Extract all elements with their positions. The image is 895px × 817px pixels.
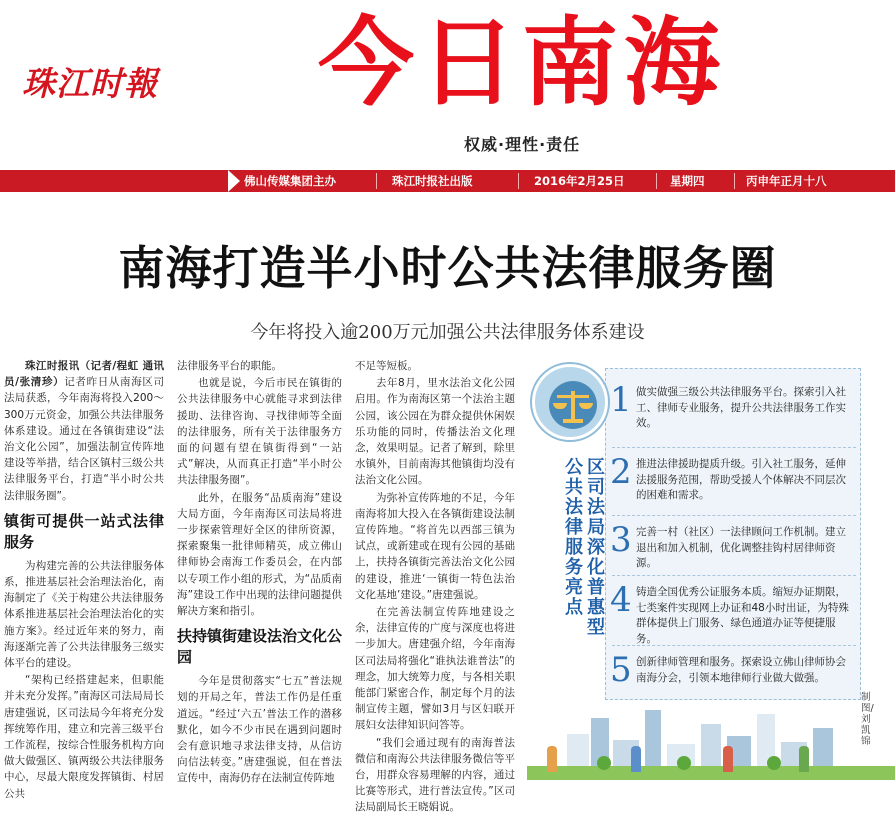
sidebar-infographic	[527, 362, 895, 780]
item-divider	[612, 447, 856, 448]
sidebar-title-vertical-right: 公共法律服务亮点	[565, 457, 583, 618]
item-text: 创新律师管理和服务。探索设立佛山律师协会南海分会，引领本地律师行业做大做强。	[636, 656, 846, 684]
strip-divider	[734, 173, 735, 189]
strip-date: 2016年2月25日	[534, 174, 625, 188]
scales-of-justice-icon	[532, 364, 608, 440]
item-divider	[612, 575, 856, 576]
byline: 珠江时报讯（记者/程虹 通讯员/张清珍）	[4, 360, 164, 389]
arrow-triangle-icon	[228, 170, 240, 192]
sidebar-panel	[605, 368, 861, 700]
strip-divider	[518, 173, 519, 189]
item-number: 2	[610, 452, 632, 492]
paragraph: 记者昨日从南海区司法局获悉，今年南海将投入200～300万元资金，加强公共法律服务体系建设。通过在各镇街建设“法治文化公园”，加强法制宣传阵地建设等举措，结合区镇村三级公共法律服务平台，打造“半小时公共法律服务圈”。	[4, 376, 164, 502]
strip-lunar-date: 丙申年正月十八	[746, 174, 827, 188]
paragraph: “我们会通过现有的南海普法微信和南海公共法律服务微信等平台，用群众容易理解的内容，通过比赛等形式，进行普法宣传。”区司法局副局长王晓娟说。	[355, 736, 515, 814]
strip-press: 珠江时报社出版	[392, 174, 473, 188]
strip-weekday: 星期四	[670, 174, 705, 188]
section-title: 今日南海	[318, 6, 726, 119]
section-heading: 扶持镇街建设法治文化公园	[177, 627, 343, 667]
item-number: 1	[610, 380, 632, 420]
item-text: 铸造全国优秀公证服务本质。缩短办证期限，七类案件实现网上办证和48小时出证，为特殊群体提供上门服务、绿色通道办证等便捷服务。	[636, 586, 849, 645]
item-number: 5	[610, 650, 632, 690]
paragraph: 在完善法制宣传阵地建设之余，法律宣传的广度与深度也将进一步加大。唐建强介绍，今年南海区司法局将强化“谁执法谁普法”的理念，加大统筹力度，与各相关职能部门紧密合作，制定每个月的法制宣传主题，譬如3月与区妇联开展妇女法律知识问答等。	[355, 606, 515, 732]
paragraph: 也就是说，今后市民在镇街的公共法律服务中心就能寻求到法律援助、法律咨询、寻找律师等全面的法律服务，所有关于法律服务方面的问题有望在镇街得到“一站式”解决，从而真正打造“半小时公共法律服务圈”。	[177, 377, 342, 487]
item-text: 推进法律援助提质升级。引入社工服务，延伸法援服务范围，帮助受援人个体解决不同层次的困难和需求。	[636, 458, 846, 501]
item-divider	[612, 645, 856, 646]
strip-divider	[656, 173, 657, 189]
sidebar-title-vertical-left: 区司法局深化普惠型	[587, 457, 605, 638]
illustration-credit: 制图/刘凯锦	[861, 692, 874, 747]
paragraph: “架构已经搭建起来，但职能并未充分发挥。”南海区司法局局长唐建强说，区司法局今年将充分发挥统筹作用，建立和完善三级平台工作流程，按综合性服务机构方向做大做强区、镇两级公共法律服务中心，尽最大限度发挥镇街、村居公共	[4, 674, 164, 800]
motto: 权威·理性·责任	[464, 135, 581, 154]
paragraph: 为弥补宣传阵地的不足，今年南海将加大投入在各镇街建设法制宣传阵地。“将首先以西部三镇为试点，或新建或在现有公园的基础上，扶持各镇街完善法治文化公园的建设，推进‘一镇街一特色法治文化基地’建设。”唐建强说。	[355, 491, 515, 601]
masthead-strip	[0, 170, 895, 192]
newspaper-logo: 珠江时報	[22, 64, 158, 103]
paragraph: 为构建完善的公共法律服务体系，推进基层社会治理法治化，南海制定了《关于构建公共法律服务体系推进基层社会治理法治化的实施方案》。经过近年来的努力，南海逐渐完善了公共法律服务三级实体平台的建设。	[4, 559, 164, 670]
item-divider	[612, 515, 856, 516]
strip-publisher: 佛山传媒集团主办	[244, 174, 336, 188]
item-text: 完善一村（社区）一法律顾问工作机制。建立退出和加入机制，优化调整挂钩村居律师资源。	[636, 526, 846, 569]
masthead	[0, 0, 895, 170]
paragraph: 去年8月，里水法治文化公园启用。作为南海区第一个法治主题公园，该公园在为群众提供休闲娱乐功能的同时，传播法治文化理念，效果明显。记者了解到，除里水镇外，目前南海其他镇街均没有法治文化公园。	[355, 377, 515, 487]
paragraph: 法律服务平台的职能。	[177, 360, 282, 372]
article-headline: 南海打造半小时公共法律服务圈	[118, 241, 777, 295]
city-skyline-illustration	[527, 702, 895, 780]
article-column-3	[355, 358, 515, 817]
paragraph: 今年是贯彻落实“七五”普法规划的开局之年，普法工作仍是任重道远。“经过‘六五’普法工作的潜移默化，如今不少市民在遇到问题时会有意识地寻求法律支持，从信访向信法转变。”唐建强说，但在普法宣传中，南海仍存在法制宣传阵地	[177, 675, 342, 785]
article-column-1	[4, 358, 164, 803]
item-number: 3	[610, 520, 632, 560]
item-number: 4	[610, 580, 632, 620]
strip-divider	[376, 173, 377, 189]
paragraph: 此外，在服务“品质南海”建设大局方面，今年南海区司法局将进一步探索管理好全区的律所资源，探索聚集一批律师精英，成立佛山律师协会南海工作委员会，在内部以专项工作小组的形式，为“品质南海”建设工作中出现的法律问题提供解决方案和指引。	[177, 491, 342, 618]
section-heading: 镇街可提供一站式法律服务	[4, 511, 164, 551]
paragraph: 不足等短板。	[355, 360, 418, 372]
article-column-2	[177, 358, 342, 788]
article-subhead: 今年将投入逾200万元加强公共法律服务体系建设	[250, 322, 645, 343]
item-text: 做实做强三级公共法律服务平台。探索引入社工、律师专业服务，提升公共法律服务工作实效。	[636, 386, 846, 429]
